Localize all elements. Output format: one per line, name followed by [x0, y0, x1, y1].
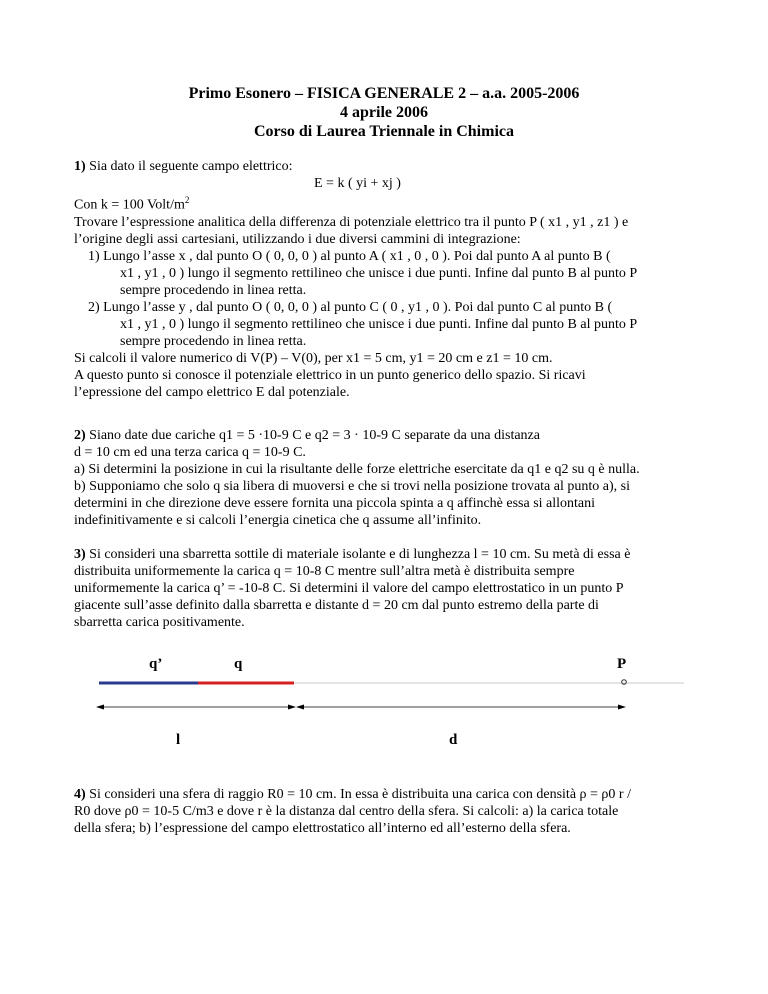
problem-1-number: 1) [74, 159, 86, 174]
problem-4-number: 4) [74, 787, 86, 802]
problem-1-text: Si calcoli il valore numerico di V(P) – V(0), per x1 = 5 cm, y1 = 20 cm e z1 = 10 cm. [74, 350, 553, 366]
problem-1-path-2: 2) Lungo l’asse y , dal punto O ( 0, 0, 0 ) al punto C ( 0 , y1 , 0 ). Poi dal punto C al punto B ( [88, 299, 613, 315]
problem-3-text: uniformemente la carica q’ = -10-8 C. Si determini il valore del campo elettrostatico in un punto P [74, 581, 624, 596]
problem-1-text: Trovare l’espressione analitica della differenza di potenziale elettrico tra il punto P ( x1 , y1 , z1 ) e [74, 214, 629, 230]
exam-date: 4 aprile 2006 [340, 104, 428, 121]
problem-3-text: distribuita uniformemente la carica q = 10-8 C mentre sull’altra metà è distribuita sempre [74, 564, 575, 579]
problem-1-path-1: x1 , y1 , 0 ) lungo il segmento rettilineo che unisce i due punti. Infine dal punto B al punto P [120, 265, 638, 281]
problem-1-text: A questo punto si conosce il potenziale elettrico in un punto generico dello spazio. Si ricavi [74, 367, 586, 383]
problem-4-text: Si consideri una sfera di raggio R0 = 10 cm. In essa è distribuita una carica con densità ρ = ρ0 r / [85, 787, 631, 802]
problem-3-text: Si consideri una sbarretta sottile di materiale isolante e di lunghezza l = 10 cm. Su metà di essa è [85, 547, 631, 562]
dimension-d-arrow-right [618, 705, 626, 710]
problem-1 [74, 158, 704, 401]
problem-2-text: Siano date due cariche q1 = 5 ·10-9 C e q2 = 3 · 10-9 C separate da una distanza [85, 428, 540, 443]
problem-1-path-1: sempre procedendo in linea retta. [120, 282, 307, 298]
problem-3-text: giacente sull’asse definito dalla sbarretta e distante d = 20 cm dal punto estremo della parte di [74, 598, 599, 613]
dimension-l-arrow-right [288, 705, 296, 710]
problem-2-text: determini in che direzione deve essere fornita una piccola spinta a q affinchè essa si allontani [74, 496, 596, 511]
problem-2-text: d = 10 cm ed una terza carica q = 10-9 C. [74, 445, 306, 460]
problem-2-number: 2) [74, 428, 86, 443]
label-length-l: l [176, 732, 181, 748]
problem-4 [74, 786, 704, 837]
problem-1-k-value: Con k = 100 Volt/m [74, 197, 185, 213]
problem-4-text: della sfera; b) l’espressione del campo elettrostatico all’interno ed all’esterno della sfera. [74, 821, 571, 836]
problem-2-text: a) Si determini la posizione in cui la risultante delle forze elettriche esercitate da q1 e q2 su q è nulla. [74, 462, 640, 477]
label-q: q [234, 656, 243, 672]
dimension-d-arrow-left [296, 705, 304, 710]
problem-3 [74, 546, 704, 631]
problem-2 [74, 427, 704, 529]
exam-header [0, 84, 768, 141]
problem-2-text: b) Supponiamo che solo q sia libera di muoversi e che si trovi nella posizione trovata al punto a), si [74, 479, 630, 494]
label-point-p: P [617, 656, 627, 672]
point-p-marker [622, 680, 627, 685]
problem-4-text: R0 dove ρ0 = 10-5 C/m3 e dove r è la distanza dal centro della sfera. Si calcoli: a) la carica totale [74, 804, 619, 819]
problem-1-path-2: sempre procedendo in linea retta. [120, 333, 307, 349]
problem-2-text: indefinitivamente e si calcoli l’energia cinetica che q assume all’infinito. [74, 513, 482, 528]
problem-1-path-1: 1) Lungo l’asse x , dal punto O ( 0, 0, 0 ) al punto A ( x1 , 0 , 0 ). Poi dal punto A al punto B ( [88, 248, 611, 264]
exam-course: Corso di Laurea Triennale in Chimica [253, 123, 514, 140]
rod-diagram [74, 652, 694, 762]
label-distance-d: d [449, 732, 458, 748]
problem-1-text: l’epressione del campo elettrico E dal potenziale. [74, 384, 350, 400]
rod-figure [74, 652, 694, 762]
problem-3-number: 3) [74, 547, 86, 562]
problem-3-text: sbarretta carica positivamente. [74, 615, 245, 630]
exam-title: Primo Esonero – FISICA GENERALE 2 – a.a. 2005-2006 [188, 85, 580, 102]
problem-1-k-exponent: 2 [184, 195, 190, 205]
problem-1-equation: E = k ( yi + xj ) [314, 176, 401, 191]
label-q-prime: q’ [149, 656, 163, 672]
problem-1-intro: Sia dato il seguente campo elettrico: [85, 159, 293, 174]
problem-1-path-2: x1 , y1 , 0 ) lungo il segmento rettilineo che unisce i due punti. Infine dal punto B al punto P [120, 316, 638, 332]
dimension-l-arrow-left [96, 705, 104, 710]
problem-1-text: l’origine degli assi cartesiani, utilizzando i due diversi cammini di integrazione: [74, 231, 521, 247]
